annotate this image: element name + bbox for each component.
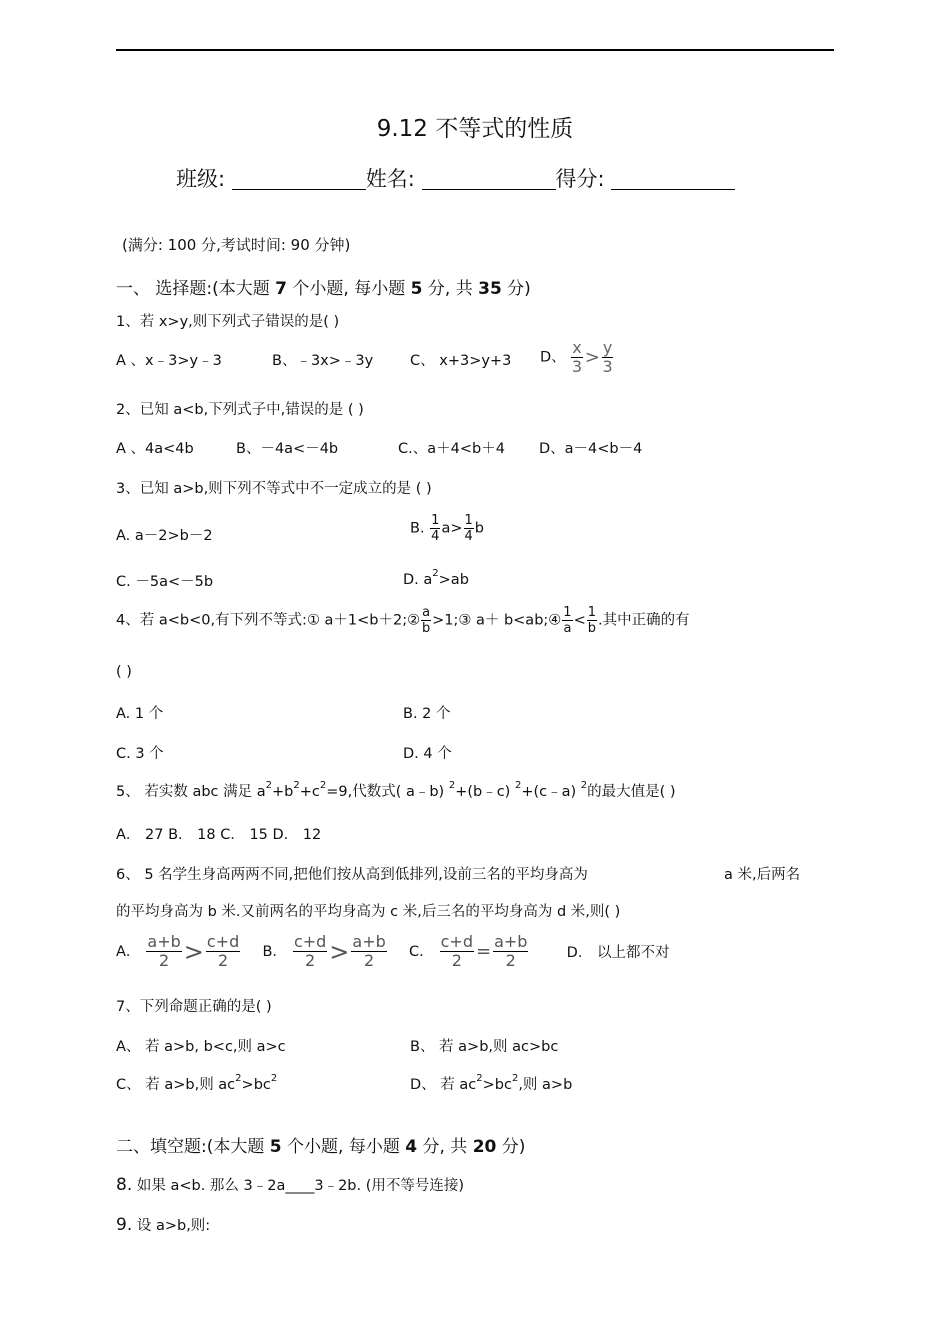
q4-stem: 4、若 a<b<0,有下列不等式:① a＋1<b＋2;② $\frac{a}{b}$ >1;③ a＋ b<ab;④ $\frac{1}{a}$ < $\frac{1}{b}$ .其中正确的有 (116, 605, 690, 636)
class-blank[interactable] (232, 167, 366, 190)
q6-option-c: C． $\frac{c+d}{2}$ = $\frac{a+b}{2}$ (409, 932, 528, 970)
page-title: 9.12 不等式的性质 (376, 116, 574, 142)
q1-option-a: A 、x﹣3>y﹣3 (116, 353, 222, 369)
q6-line-1-end: a 米,后两名 (724, 867, 801, 883)
q7-option-d: D、 若 $ac^2>bc^2$,则 a>b (410, 1073, 573, 1093)
q6-option-d: D． 以上都不对 (566, 945, 670, 961)
q3-option-c: C. －5a<－5b (116, 574, 214, 590)
q2-stem: 2、已知 a<b,下列式子中,错误的是 ( ) (116, 402, 364, 418)
q3-stem: 3、已知 a>b,则下列不等式中不一定成立的是 ( ) (116, 481, 432, 497)
q1-stem: 1、若 x>y,则下列式子错误的是( ) (116, 314, 340, 330)
q6-line-2: 的平均身高为 b 米.又前两名的平均身高为 c 米,后三名的平均身高为 d 米,则( ) (116, 904, 621, 920)
q1-option-d: D、 $\frac{x}{3}$ > $\frac{y}{3}$ (540, 338, 613, 376)
top-rule (116, 49, 834, 51)
q6-option-a: A． $\frac{a+b}{2}$ > $\frac{c+d}{2}$ (116, 932, 240, 970)
q3-option-d: D. $a^2>ab$ (403, 568, 469, 588)
q5-stem: 5、 若实数 abc 满足 $a^2+b^2+c^2=9$,代数式( a﹣b) $^2$+(b﹣c) $^2$+(c﹣a) $^2$的最大值是( ) (116, 780, 676, 800)
q2-option-d: D、a－4<b－4 (539, 441, 643, 457)
q4-option-b: B. 2 个 (403, 706, 451, 722)
q3-option-a: A. a－2>b－2 (116, 528, 213, 544)
q4-answer-paren: ( ) (116, 664, 132, 680)
q6-line-1: 6、 5 名学生身高两两不同,把他们按从高到低排列,设前三名的平均身高为 (116, 867, 588, 883)
class-label: 班级: (176, 167, 226, 191)
q7-option-c: C、 若 a>b,则 $ac^2>bc^2$ (116, 1073, 278, 1093)
score-label: 得分: (555, 167, 605, 191)
q4-option-c: C. 3 个 (116, 746, 164, 762)
q2-option-c: C.、a＋4<b＋4 (398, 441, 505, 457)
q7-option-b: B、 若 a>b,则 ac>bc (410, 1039, 559, 1055)
q2-option-a: A 、4a<4b (116, 441, 194, 457)
q4-option-a: A. 1 个 (116, 706, 164, 722)
section-2-heading: 二、填空题:(本大题 5 个小题, 每小题 4 分, 共 20 分) (116, 1137, 526, 1157)
q4-option-d: D. 4 个 (403, 746, 452, 762)
exam-info: (满分: 100 分,考试时间: 90 分钟) (122, 236, 351, 254)
score-blank[interactable] (611, 167, 735, 190)
q8: 8. 如果 a<b. 那么 3﹣2a____3﹣2b. (用不等号连接) (116, 1175, 465, 1195)
name-blank[interactable] (422, 167, 556, 190)
q7-option-a: A、 若 a>b, b<c,则 a>c (116, 1039, 286, 1055)
section-1-heading: 一、 选择题:(本大题 7 个小题, 每小题 5 分, 共 35 分) (116, 279, 531, 299)
q1-option-c: C、 x+3>y+3 (410, 353, 512, 369)
q6-options (116, 934, 669, 969)
name-label: 姓名: (365, 167, 415, 191)
q1-option-b: B、﹣3x>﹣3y (272, 353, 374, 369)
header-fields (176, 163, 735, 193)
q3-option-b: B. $\frac{1}{4}$ a> $\frac{1}{4}$ b (410, 513, 484, 544)
q5-options: A． 27 B． 18 C． 15 D． 12 (116, 827, 322, 843)
q9: 9. 设 a>b,则: (116, 1215, 211, 1235)
q7-stem: 7、下列命题正确的是( ) (116, 999, 272, 1015)
q6-option-b: B． $\frac{c+d}{2}$ > $\frac{a+b}{2}$ (262, 932, 386, 970)
q1-frac-x3: $\frac{x}{3}$ (571, 338, 583, 376)
q1-frac-y3: $\frac{y}{3}$ (602, 338, 613, 376)
q2-option-b: B、－4a<－4b (236, 441, 339, 457)
